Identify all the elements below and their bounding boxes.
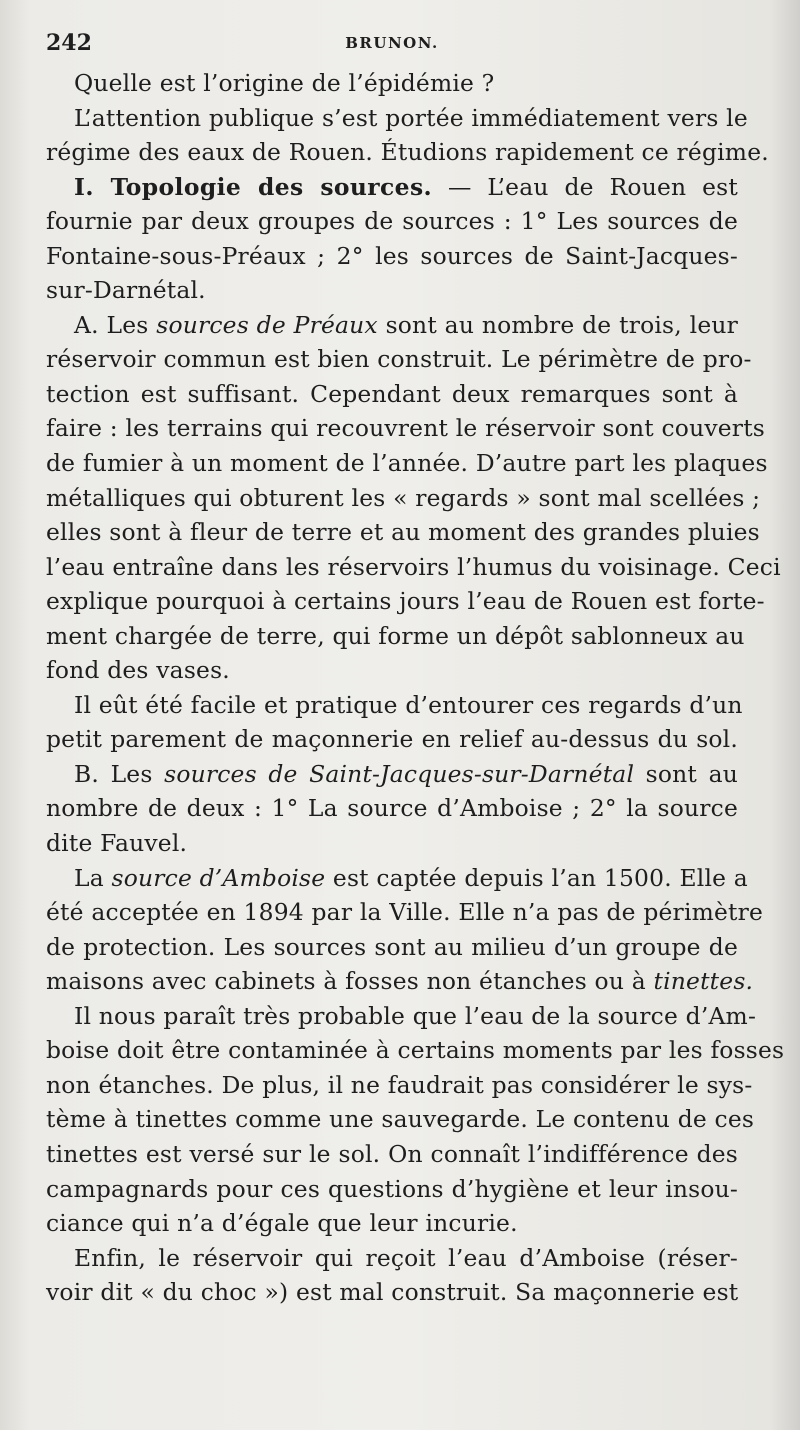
- text-run: sont au: [634, 759, 738, 788]
- text-line: [46, 239, 738, 274]
- running-title: BRUNON.: [345, 34, 439, 52]
- italic-text: tinettes.: [653, 967, 754, 996]
- text-line: [46, 653, 738, 688]
- text-line: [46, 1068, 753, 1103]
- text-run: régime des eaux de Rouen. Étudions rapidement ce régime.: [46, 138, 769, 167]
- text-run: L’attention publique s’est portée immédiatement vers le: [74, 103, 748, 132]
- text-run: explique pourquoi à certains jours l’eau de Rouen est forte-: [46, 587, 765, 616]
- text-run: faire : les terrains qui recouvrent le réservoir sont couverts: [46, 414, 765, 443]
- text-line: [46, 446, 768, 481]
- text-line: [46, 964, 754, 999]
- text-run: ment chargée de terre, qui forme un dépôt sablonneux au: [46, 621, 745, 650]
- text-run: été acceptée en 1894 par la Ville. Elle n’a pas de périmètre: [46, 898, 764, 927]
- text-line: [46, 1275, 738, 1310]
- text-run: Enfin, le réservoir qui reçoit l’eau d’Amboise (réser-: [74, 1243, 738, 1272]
- text-line: [46, 135, 769, 170]
- text-line: [46, 1172, 738, 1207]
- text-line: [46, 411, 765, 446]
- text-line: [46, 722, 738, 757]
- text-line: [46, 688, 743, 723]
- text-run: l’eau entraîne dans les réservoirs l’humus du voisinage. Ceci: [46, 552, 781, 581]
- text-line: [46, 377, 738, 412]
- text-line: [46, 1241, 738, 1276]
- text-run: La: [74, 863, 112, 892]
- text-line: [46, 515, 760, 550]
- text-line: [46, 66, 738, 101]
- text-run: réservoir commun est bien construit. Le périmètre de pro-: [46, 345, 752, 374]
- text-line: [46, 999, 757, 1034]
- text-run: fond des vases.: [46, 656, 230, 685]
- italic-text: source d’Amboise: [111, 863, 326, 892]
- text-line: [46, 1102, 755, 1137]
- text-run: maisons avec cabinets à fosses non étanches ou à: [46, 967, 654, 996]
- text-line: [46, 170, 738, 205]
- section-heading: I. Topologie des sources.: [74, 172, 433, 201]
- text-run: sur-Darnétal.: [46, 276, 206, 305]
- text-line: [46, 826, 738, 861]
- text-line: [46, 101, 748, 136]
- text-line: [46, 791, 738, 826]
- text-line: [46, 861, 748, 896]
- text-line: [46, 204, 738, 239]
- page-header: [46, 30, 738, 60]
- text-run: petit parement de maçonnerie en relief au-dessus du sol.: [46, 725, 738, 754]
- text-run: campagnards pour ces questions d’hygiène et leur insou-: [46, 1174, 738, 1203]
- body-text: [46, 66, 785, 1310]
- text-run: elles sont à fleur de terre et au moment des grandes pluies: [46, 518, 760, 547]
- text-line: [46, 895, 764, 930]
- text-line: [46, 930, 738, 965]
- italic-text: sources de Préaux: [156, 310, 378, 339]
- text-run: tinettes est versé sur le sol. On connaît l’indifférence des: [46, 1139, 738, 1168]
- text-run: métalliques qui obturent les « regards » sont mal scellées ;: [46, 483, 761, 512]
- text-run: Il eût été facile et pratique d’entourer ces regards d’un: [74, 690, 743, 719]
- text-run: fournie par deux groupes de sources : 1° Les sources de: [46, 207, 738, 236]
- text-run: A. Les: [74, 310, 157, 339]
- text-run: sont au nombre de trois, leur: [377, 310, 739, 339]
- text-run: Quelle est l’origine de l’épidémie ?: [74, 69, 495, 97]
- text-line: [46, 757, 738, 792]
- text-line: [46, 1033, 785, 1068]
- text-run: boise doit être contaminée à certains moments par les fosses: [46, 1036, 785, 1065]
- text-run: B. Les: [74, 759, 165, 788]
- text-run: voir dit « du choc ») est mal construit. Sa maçonnerie est: [46, 1278, 739, 1307]
- text-run: non étanches. De plus, il ne faudrait pas considérer le sys-: [46, 1070, 753, 1099]
- text-line: [46, 273, 738, 308]
- text-run: nombre de deux : 1° La source d’Amboise ; 2° la source: [46, 794, 738, 823]
- text-line: [46, 308, 738, 343]
- text-line: [46, 1206, 738, 1241]
- text-run: ciance qui n’a d’égale que leur incurie.: [46, 1209, 518, 1238]
- text-line: [46, 550, 781, 585]
- text-line: [46, 342, 752, 377]
- text-run: — L’eau de Rouen est: [432, 172, 738, 201]
- text-line: [46, 584, 765, 619]
- text-run: tection est suffisant. Cependant deux remarques sont à: [46, 379, 738, 408]
- text-run: est captée depuis l’an 1500. Elle a: [325, 863, 748, 892]
- text-run: Fontaine-sous-Préaux ; 2° les sources de Saint-Jacques-: [46, 241, 738, 270]
- text-run: de protection. Les sources sont au milieu d’un groupe de: [46, 932, 738, 961]
- italic-text: sources de Saint-Jacques-sur-Darnétal: [164, 759, 635, 788]
- text-run: tème à tinettes comme une sauvegarde. Le contenu de ces: [46, 1105, 755, 1134]
- page-number: 242: [46, 30, 92, 56]
- text-run: dite Fauvel.: [46, 829, 188, 858]
- text-line: [46, 481, 761, 516]
- text-run: de fumier à un moment de l’année. D’autre part les plaques: [46, 449, 768, 478]
- text-run: Il nous paraît très probable que l’eau de la source d’Am-: [74, 1001, 757, 1030]
- text-line: [46, 619, 745, 654]
- text-line: [46, 1137, 738, 1172]
